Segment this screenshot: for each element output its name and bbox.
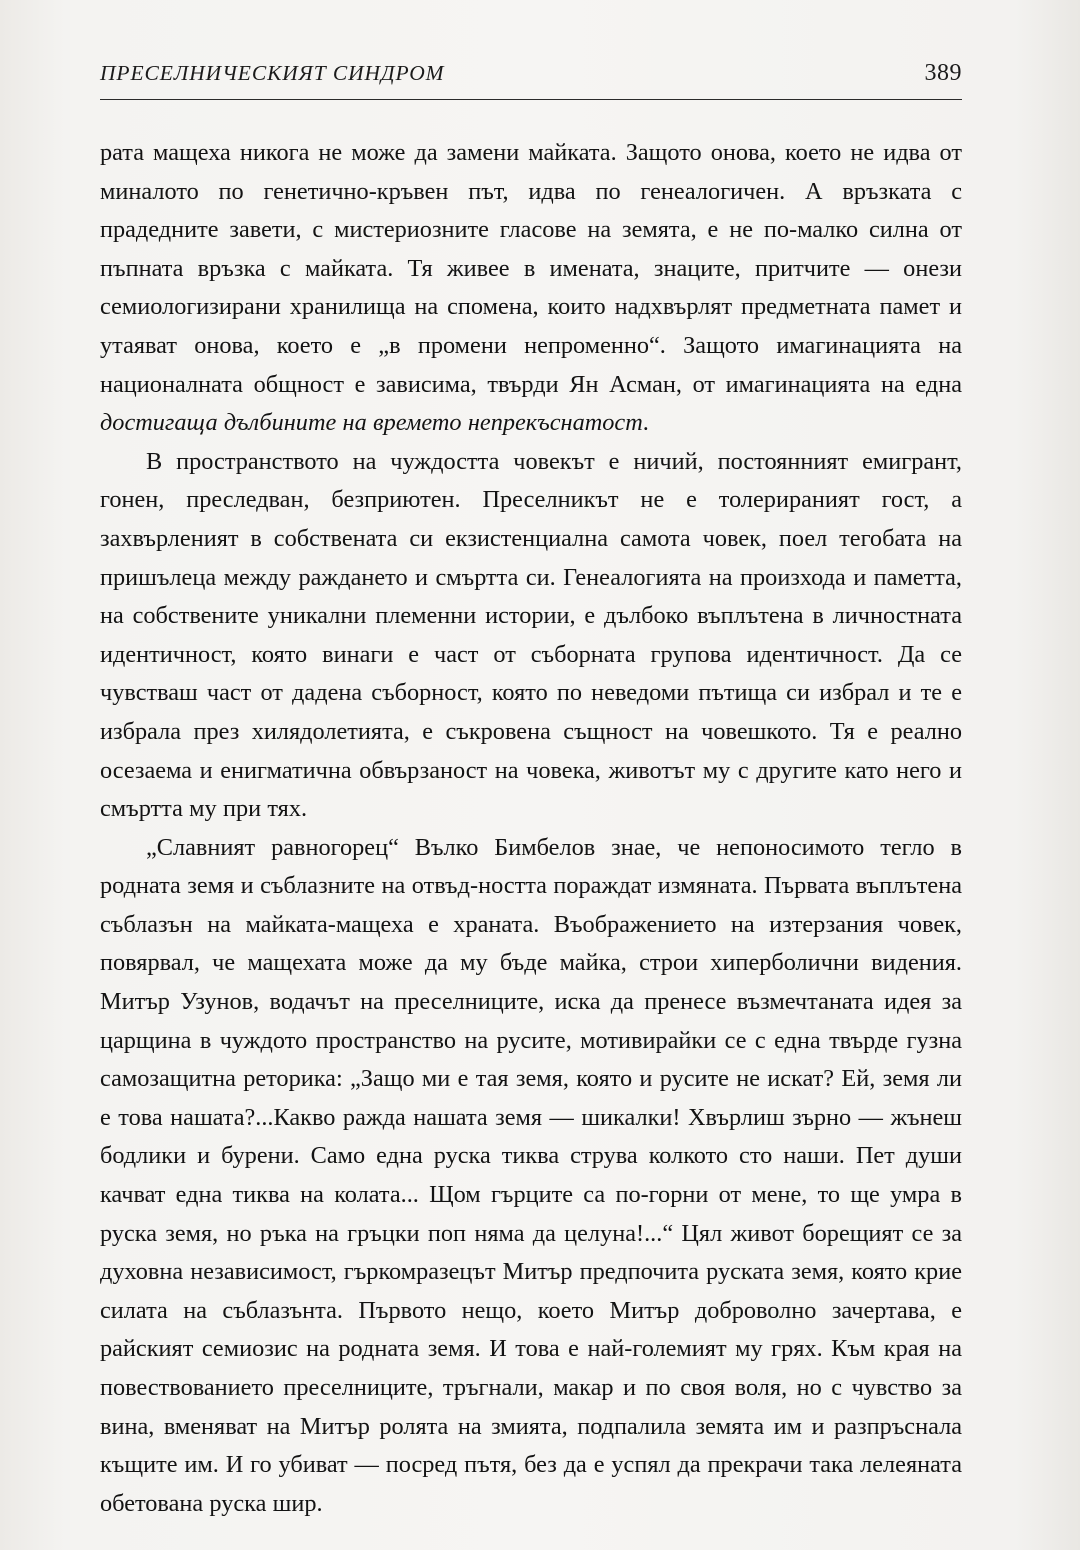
- paragraph-3: „Славният равногорец“ Вълко Бимбелов знае, че непоносимото тегло в родната земя и съблазните на отвъд-ността пораждат измяната. Първата въплътена съблазън на майката-мащеха е храната. Въображението на изтерзания човек, повярвал, че мащехата може да му бъде майка, строи хиперболични видения. Митър Узунов, водачът на преселниците, иска да пренесе възмечтаната идея за царщина в чуждото пространство на русите, мотивирайки се с една твърде гузна самозащитна реторика: „Защо ми е тая земя, която и русите не искат? Ей, земя ли е това нашата?...Какво ражда нашата земя — шикалки! Хвърлиш зърно — жънеш бодлики и бурени. Само една руска тиква струва колкото сто наши. Пет души качват една тиква на колата... Щом гърците са по-горни от мене, то ще умра в руска земя, но ръка на гръцки поп няма да целуна!...“ Цял живот борещият се за духовна независимост, гъркомразецът Митър предпочита руската земя, която крие силата на съблазънта. Първото нещо, което Митър доброволно зачертава, е райският семиозис на родната земя. И това е най-големият му грях. Към края на повествованието преселниците, тръгнали, макар и по своя воля, но с чувство за вина, вменяват на Митър ролята на змията, подпалила земята им и разпръснала къщите им. И го убиват — посред пътя, без да е успял да прекрачи така лелеяната обетована руска шир.: [100, 833, 962, 1517]
- page-content: [100, 60, 962, 1523]
- paragraph-2: В пространството на чуждостта човекът е ничий, постоянният емигрант, гонен, преследван, безприютен. Преселникът не е толерираният гост, а захвърленият в собствената си екзистенциална самота човек, поел тегобата на пришълеца между раждането и смъртта си. Генеалогията на произхода и паметта, на собствените уникални племенни истории, е дълбоко въплътена в личностната идентичност, която винаги е част от съборната групова идентичност. Да се чувстваш част от дадена съборност, която по неведоми пътища си избрал и те е избрала през хилядолетията, е съкровена същност на човешкото. Тя е реално осезаема и енигматична обвързаност на човека, животът му с другите като него и смъртта му при тях.: [100, 447, 962, 823]
- paragraph-1-text-end: .: [642, 409, 649, 437]
- running-head: ПРЕСЕЛНИЧЕСКИЯТ СИНДРОМ: [100, 61, 445, 85]
- paragraph-1-emphasis: достигаща дълбините на времето непрекъснатост: [100, 409, 643, 437]
- page-number: 389: [924, 60, 962, 86]
- paragraph-1: [100, 134, 962, 443]
- page-header: [100, 60, 962, 100]
- body-text: [100, 134, 962, 1523]
- paragraph-1-text-start: рата мащеха никога не може да замени майката. Защото онова, което не идва от миналото по генетично-кръвен път, идва по генеалогичен. А връзката с прадедните завети, с мистериозните гласове на земята, е не по-малко силна от пъпната връзка с майката. Тя живее в имената, знаците, притчите — онези семиологизирани хранилища на спомена, които надхвърлят предметната памет и утаяват онова, което е „в промени непроменно“. Защото имагинацията на националната общност е зависима, твърди Ян Асман, от имагинацията на една: [100, 139, 962, 398]
